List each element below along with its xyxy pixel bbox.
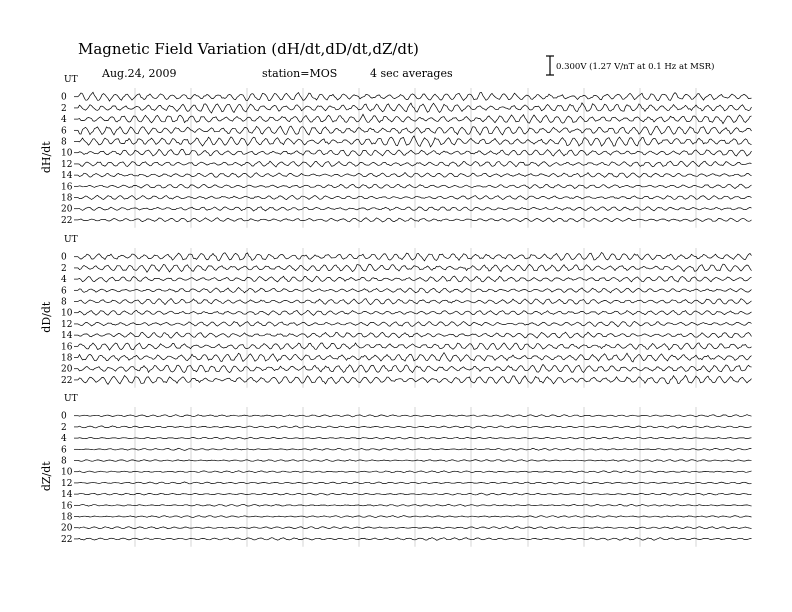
scale-bar [546, 56, 554, 75]
trace-hour-label: 10 [61, 148, 73, 159]
trace-hour-label: 12 [61, 159, 73, 170]
trace-hour-label: 20 [61, 204, 73, 215]
trace-hour-label: 2 [61, 103, 67, 114]
trace-hour-label: 16 [61, 182, 73, 193]
panels-group [40, 75, 752, 547]
trace-hour-label: 12 [61, 478, 73, 489]
panel-dD-dt [40, 235, 752, 388]
trace-hour-label: 0 [61, 92, 67, 103]
trace-hour-label: 18 [61, 353, 73, 364]
trace-hour-label: 10 [61, 308, 73, 319]
trace-hour-label: 4 [61, 434, 67, 445]
trace-hour-label: 6 [61, 126, 67, 137]
trace-hour-label: 4 [61, 275, 67, 286]
ut-axis-label: UT [64, 394, 78, 404]
trace-hour-label: 14 [61, 171, 73, 182]
trace-hour-label: 16 [61, 342, 73, 353]
trace-hour-label: 8 [61, 137, 67, 148]
trace-hour-label: 20 [61, 523, 73, 534]
panel-ylabel: dH/dt [40, 141, 53, 174]
trace-hour-label: 8 [61, 297, 67, 308]
scale-bar-label: 0.300V (1.27 V/nT at 0.1 Hz at MSR) [556, 62, 715, 72]
trace-hour-label: 6 [61, 286, 67, 297]
trace-hour-label: 12 [61, 319, 73, 330]
panel-dZ-dt [40, 394, 752, 547]
trace-hour-label: 16 [61, 501, 73, 512]
trace-hour-label: 14 [61, 490, 73, 501]
trace-hour-label: 18 [61, 193, 73, 204]
trace-hour-label: 0 [61, 411, 67, 422]
station-label: station=MOS [262, 67, 338, 80]
trace-hour-label: 20 [61, 364, 73, 375]
date-label: Aug.24, 2009 [102, 67, 177, 80]
trace-hour-label: 18 [61, 512, 73, 523]
ut-axis-label: UT [64, 75, 78, 85]
chart-title: Magnetic Field Variation (dH/dt,dD/dt,dZ/dt) [78, 40, 419, 58]
trace-hour-label: 22 [61, 375, 73, 386]
trace-hour-label: 14 [61, 331, 73, 342]
trace-hour-label: 6 [61, 445, 67, 456]
panel-ylabel: dD/dt [40, 301, 53, 333]
trace-hour-label: 4 [61, 115, 67, 126]
trace-hour-label: 22 [61, 534, 73, 545]
trace-hour-label: 2 [61, 263, 67, 274]
trace-hour-label: 10 [61, 467, 73, 478]
trace-hour-label: 22 [61, 215, 73, 226]
averaging-label: 4 sec averages [370, 67, 453, 80]
trace-hour-label: 2 [61, 422, 67, 433]
panel-dH-dt [40, 75, 752, 228]
panel-ylabel: dZ/dt [40, 461, 53, 492]
trace-hour-label: 0 [61, 252, 67, 263]
trace-hour-label: 8 [61, 456, 67, 467]
ut-axis-label: UT [64, 235, 78, 245]
